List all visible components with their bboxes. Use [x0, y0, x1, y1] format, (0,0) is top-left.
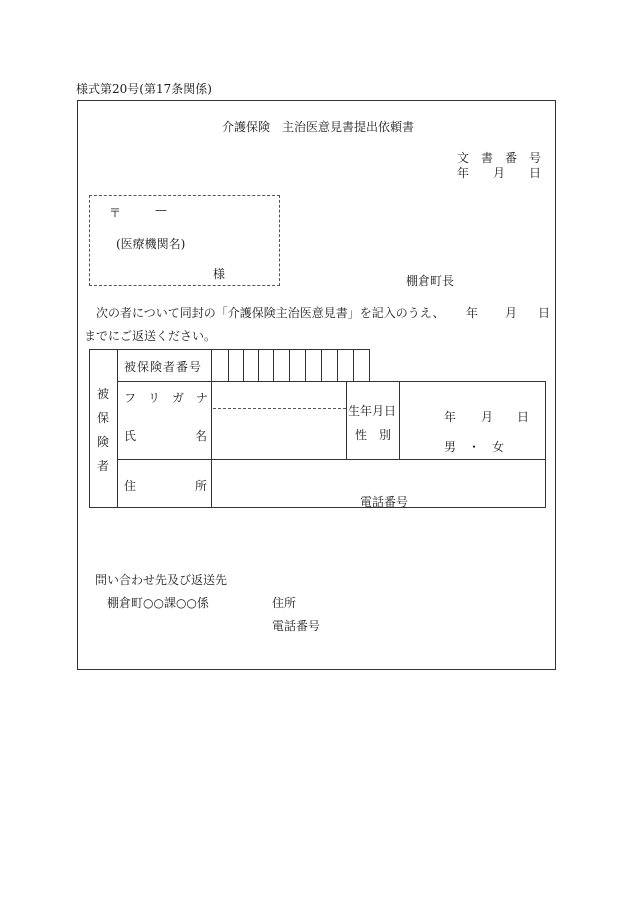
- insured-number-label: 被保険者番号: [124, 360, 203, 374]
- subject-vertical-label: 被 保 険 者: [96, 387, 109, 473]
- body-line-2: までにご返送ください。: [84, 329, 217, 343]
- birth-year: 年: [444, 410, 457, 424]
- doc-number-label: 文 書 番 号: [457, 151, 542, 165]
- body-line-1: 次の者について同封の「介護保険主治医意見書」を記入のうえ、: [96, 306, 445, 320]
- phone-label: 電話番号: [360, 495, 409, 509]
- postal-mark: 〒: [109, 206, 122, 220]
- contact-address-label: 住所: [272, 596, 297, 610]
- birth-day: 日: [517, 410, 530, 424]
- sender-name: 棚倉町長: [406, 274, 455, 288]
- body-date-month: 月: [505, 306, 518, 320]
- furigana-label: フ リ ガ ナ: [124, 391, 209, 405]
- contact-office: 棚倉町○○課○○係: [107, 596, 209, 610]
- contact-heading: 問い合わせ先及び返送先: [95, 573, 228, 587]
- postal-dash: —: [155, 203, 167, 217]
- gender-label: 性 別: [355, 428, 392, 442]
- birth-month: 月: [481, 410, 494, 424]
- honorific: 様: [213, 267, 226, 281]
- form-title: 介護保険 主治医意見書提出依頼書: [222, 120, 415, 134]
- gender-value: 男 ・ 女: [444, 440, 505, 454]
- birthdate-label: 生年月日: [348, 404, 397, 418]
- contact-phone-label: 電話番号: [272, 619, 321, 633]
- form-number: 様式第20号(第17条関係): [76, 82, 212, 96]
- name-label-1: 氏: [124, 429, 137, 443]
- institution-label: (医療機関名): [116, 237, 186, 251]
- body-date-year: 年: [466, 306, 479, 320]
- date-label: 年 月 日: [457, 166, 542, 180]
- address-label-1: 住: [124, 479, 137, 493]
- body-date-day: 日: [538, 306, 551, 320]
- name-label-2: 名: [195, 429, 208, 443]
- address-label-2: 所: [195, 479, 208, 493]
